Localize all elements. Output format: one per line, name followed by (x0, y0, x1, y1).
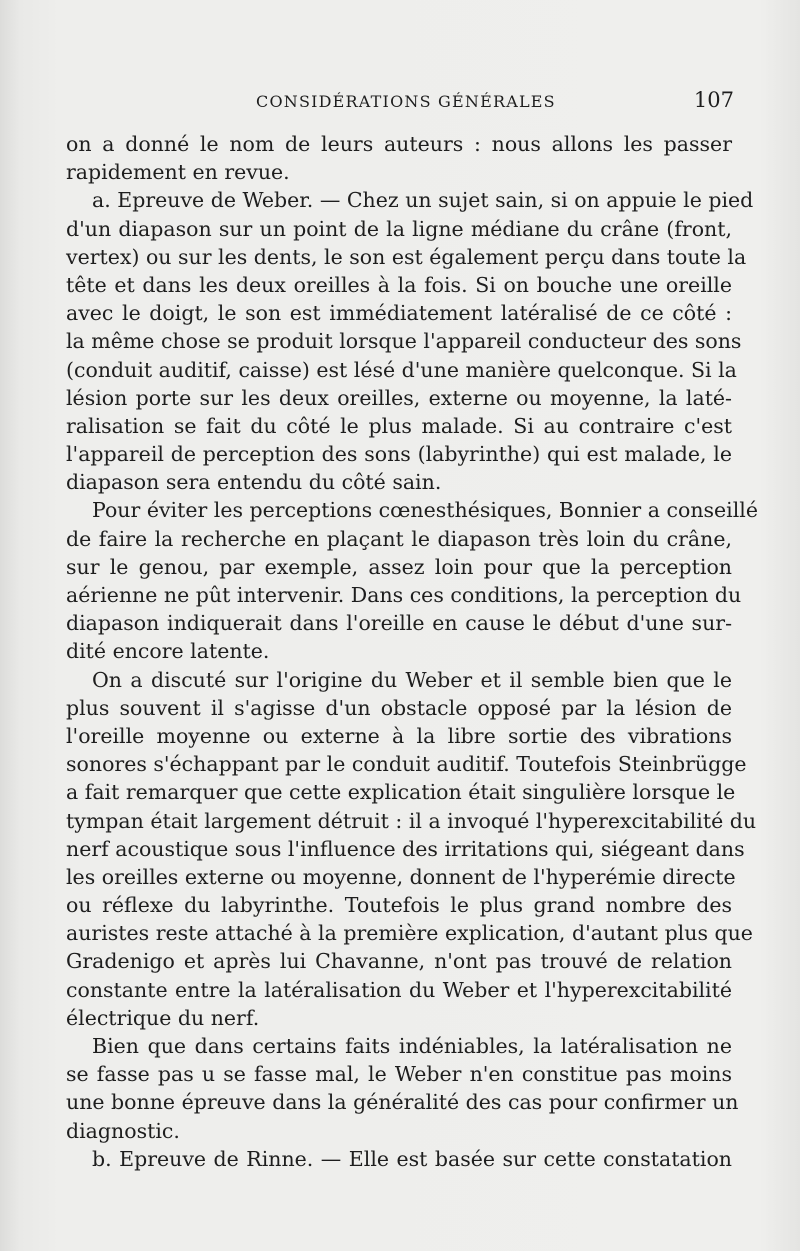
running-head: CONSIDÉRATIONS GÉNÉRALES (256, 92, 556, 111)
text-line: une bonne épreuve dans la généralité des cas pour confirmer un (66, 1090, 739, 1115)
body-text (66, 130, 758, 1173)
paragraph-bonnier-start: Pour éviter les perceptions cœnesthésiques, Bonnier a conseillé (92, 498, 758, 523)
text-line: avec le doigt, le son est immédiatement latéralisé de ce côté : (66, 301, 732, 326)
paragraph-rinne-start: b. Epreuve de Rinne. — Elle est basée sur cette constatation (92, 1146, 732, 1171)
text-line: de faire la recherche en plaçant le diapason très loin du crâne, (66, 526, 732, 551)
text-line: se fasse pas u se fasse mal, le Weber n'en constitue pas moins (66, 1062, 732, 1087)
text-line: tête et dans les deux oreilles à la fois. Si on bouche une oreille (66, 272, 732, 297)
text-line: lésion porte sur les deux oreilles, externe ou moyenne, la laté- (66, 385, 732, 410)
paragraph-origin-start: On a discuté sur l'origine du Weber et il semble bien que le (92, 667, 732, 692)
text-line: sonores s'échappant par le conduit auditif. Toutefois Steinbrügge (66, 752, 747, 777)
text-line: vertex) ou sur les dents, le son est également perçu dans toute la (66, 244, 747, 269)
text-line: Gradenigo et après lui Chavanne, n'ont pas trouvé de relation (66, 949, 732, 974)
text-line: dité encore latente. (66, 639, 270, 664)
text-line: l'oreille moyenne ou externe à la libre sortie des vibrations (66, 723, 732, 748)
text-line: diapason sera entendu du côté sain. (66, 470, 442, 495)
text-line: ralisation se fait du côté le plus malade. Si au contraire c'est (66, 413, 732, 438)
text-line: diapason indiquerait dans l'oreille en cause le début d'une sur- (66, 611, 732, 636)
text-line: (conduit auditif, caisse) est lésé d'une manière quelconque. Si la (66, 357, 737, 382)
page-header (66, 88, 734, 116)
text-line: rapidement en revue. (66, 160, 290, 185)
text-line: auristes reste attaché à la première explication, d'autant plus que (66, 921, 753, 946)
text-line: l'appareil de perception des sons (labyrinthe) qui est malade, le (66, 442, 732, 467)
text-line: d'un diapason sur un point de la ligne médiane du crâne (front, (66, 216, 732, 241)
text-line: a fait remarquer que cette explication était singulière lorsque le (66, 780, 736, 805)
text-line: tympan était largement détruit : il a invoqué l'hyperexcitabilité du (66, 808, 757, 833)
text-line: électrique du nerf. (66, 1005, 260, 1030)
text-line: les oreilles externe ou moyenne, donnent de l'hyperémie directe (66, 864, 736, 889)
text-line: diagnostic. (66, 1118, 180, 1143)
text-line: sur le genou, par exemple, assez loin pour que la perception (66, 554, 732, 579)
text-line: constante entre la latéralisation du Weber et l'hyperexcitabilité (66, 977, 732, 1002)
text-line: nerf acoustique sous l'influence des irritations qui, siégeant dans (66, 836, 745, 861)
text-line: plus souvent il s'agisse d'un obstacle opposé par la lésion de (66, 695, 732, 720)
text-line: aérienne ne pût intervenir. Dans ces conditions, la perception du (66, 583, 742, 607)
paragraph-bien-que-start: Bien que dans certains faits indéniables, la latéralisation ne (92, 1034, 732, 1058)
text-line: la même chose se produit lorsque l'appareil conducteur des sons (66, 329, 742, 354)
text-line: ou réflexe du labyrinthe. Toutefois le plus grand nombre des (66, 893, 732, 918)
paragraph-weber-start: a. Epreuve de Weber. — Chez un sujet sain, si on appuie le pied (92, 188, 754, 213)
text-line: on a donné le nom de leurs auteurs : nous allons les passer (66, 132, 732, 156)
page-number: 107 (693, 88, 734, 112)
